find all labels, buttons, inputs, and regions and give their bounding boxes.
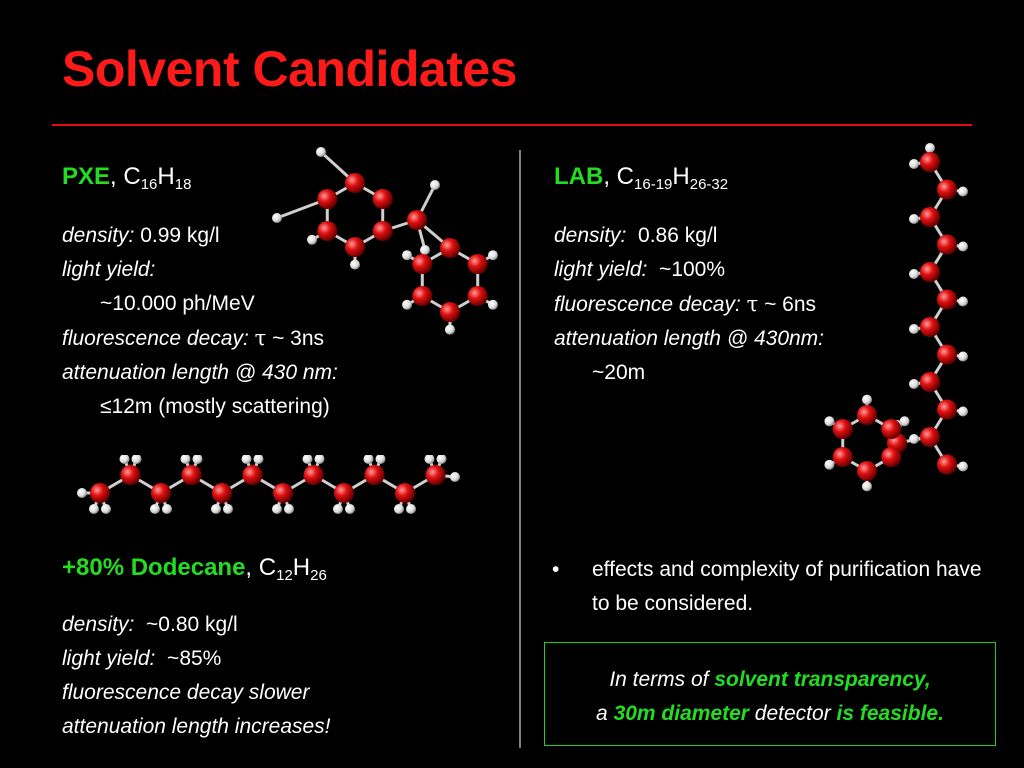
lab-heading xyxy=(554,162,728,192)
pxe-attenuation-label-text: attenuation length @ 430 nm: xyxy=(62,361,338,384)
pxe-attenuation-label xyxy=(62,356,338,390)
pxe-density-label: density: xyxy=(62,224,135,247)
dodecane-attenuation-text: attenuation length increases! xyxy=(62,715,331,738)
lab-density-label: density: xyxy=(554,224,627,247)
pxe-formula-sep: , xyxy=(110,163,124,190)
callout-text: detector xyxy=(748,702,837,725)
tau-symbol: τ xyxy=(746,292,759,316)
pxe-light-yield-value: ~10.000 ph/MeV xyxy=(100,292,255,315)
dodecane-formula-c-sub: 12 xyxy=(276,567,293,584)
tau-symbol: τ xyxy=(254,326,267,350)
callout-highlight: 30m diameter xyxy=(613,702,749,725)
dodecane-formula-sep: , xyxy=(245,554,259,581)
dodecane-density-value: ~0.80 kg/l xyxy=(134,613,238,636)
lab-light-yield-label: light yield: xyxy=(554,258,648,281)
lab-light-yield xyxy=(554,253,824,287)
lab-formula-c: C xyxy=(616,163,635,190)
dodecane-light-yield-value: ~85% xyxy=(155,647,222,670)
dodecane-name: +80% Dodecane xyxy=(62,554,246,581)
lab-attenuation-label-text: attenuation length @ 430nm: xyxy=(554,327,825,350)
lab-name: LAB xyxy=(554,163,604,190)
callout-line-1 xyxy=(545,663,995,697)
dodecane-decay-text: fluorescence decay slower xyxy=(62,681,310,704)
bullet-item xyxy=(552,553,992,621)
pxe-decay-label: fluorescence decay: xyxy=(62,327,255,350)
dodecane-light-yield xyxy=(62,642,331,676)
dodecane-properties xyxy=(62,608,331,744)
dodecane-molecule-icon xyxy=(70,455,470,530)
lab-light-yield-value: ~100% xyxy=(647,258,726,281)
lab-formula-c-sub: 16-19 xyxy=(634,176,673,193)
lab-decay xyxy=(554,287,824,322)
column-divider xyxy=(519,150,521,748)
lab-formula-sep: , xyxy=(603,163,617,190)
bullet-text: effects and complexity of purification have to be considered. xyxy=(592,558,982,615)
callout-highlight: solvent transparency xyxy=(714,668,925,691)
pxe-formula-c: C xyxy=(123,163,141,190)
dodecane-attenuation xyxy=(62,710,331,744)
pxe-formula-h-sub: 18 xyxy=(174,176,192,193)
lab-attenuation-value: ~20m xyxy=(592,361,646,384)
lab-formula-h: H xyxy=(672,163,690,190)
lab-attenuation-label xyxy=(554,322,824,356)
dodecane-light-yield-label: light yield: xyxy=(62,647,156,670)
lab-properties xyxy=(554,219,824,390)
lab-decay-label: fluorescence decay: xyxy=(554,293,747,316)
pxe-light-yield-label-text: light yield: xyxy=(62,258,156,281)
pxe-attenuation-value: ≤12m (mostly scattering) xyxy=(100,395,330,418)
lab-density xyxy=(554,219,824,253)
pxe-heading xyxy=(62,162,191,192)
callout-text: a xyxy=(596,702,614,725)
callout-line-2 xyxy=(545,697,995,731)
pxe-molecule-icon xyxy=(265,140,515,340)
conclusion-callout xyxy=(544,642,996,746)
callout-period: . xyxy=(938,702,944,725)
dodecane-density-label: density: xyxy=(62,613,135,636)
callout-text: In terms of xyxy=(609,668,715,691)
dodecane-formula-h: H xyxy=(292,554,311,581)
pxe-formula-c-sub: 16 xyxy=(140,176,158,193)
bullet-marker: • xyxy=(552,558,560,581)
dodecane-density xyxy=(62,608,331,642)
pxe-density-value: 0.99 kg/l xyxy=(134,224,220,247)
slide-title: Solvent Candidates xyxy=(62,41,517,97)
lab-formula-h-sub: 26-32 xyxy=(689,176,729,193)
lab-density-value: 0.86 kg/l xyxy=(626,224,718,247)
dodecane-heading xyxy=(62,553,327,583)
dodecane-decay xyxy=(62,676,331,710)
dodecane-formula-c: C xyxy=(258,554,277,581)
dodecane-formula-h-sub: 26 xyxy=(310,567,327,584)
lab-decay-value: ~ 6ns xyxy=(758,293,817,316)
callout-comma: , xyxy=(924,668,931,691)
lab-molecule-icon xyxy=(805,140,980,500)
pxe-formula-h: H xyxy=(157,163,175,190)
pxe-decay-value: ~ 3ns xyxy=(266,327,325,350)
title-underline xyxy=(52,124,972,126)
pxe-name: PXE xyxy=(62,163,111,190)
callout-highlight: is feasible xyxy=(836,702,939,725)
